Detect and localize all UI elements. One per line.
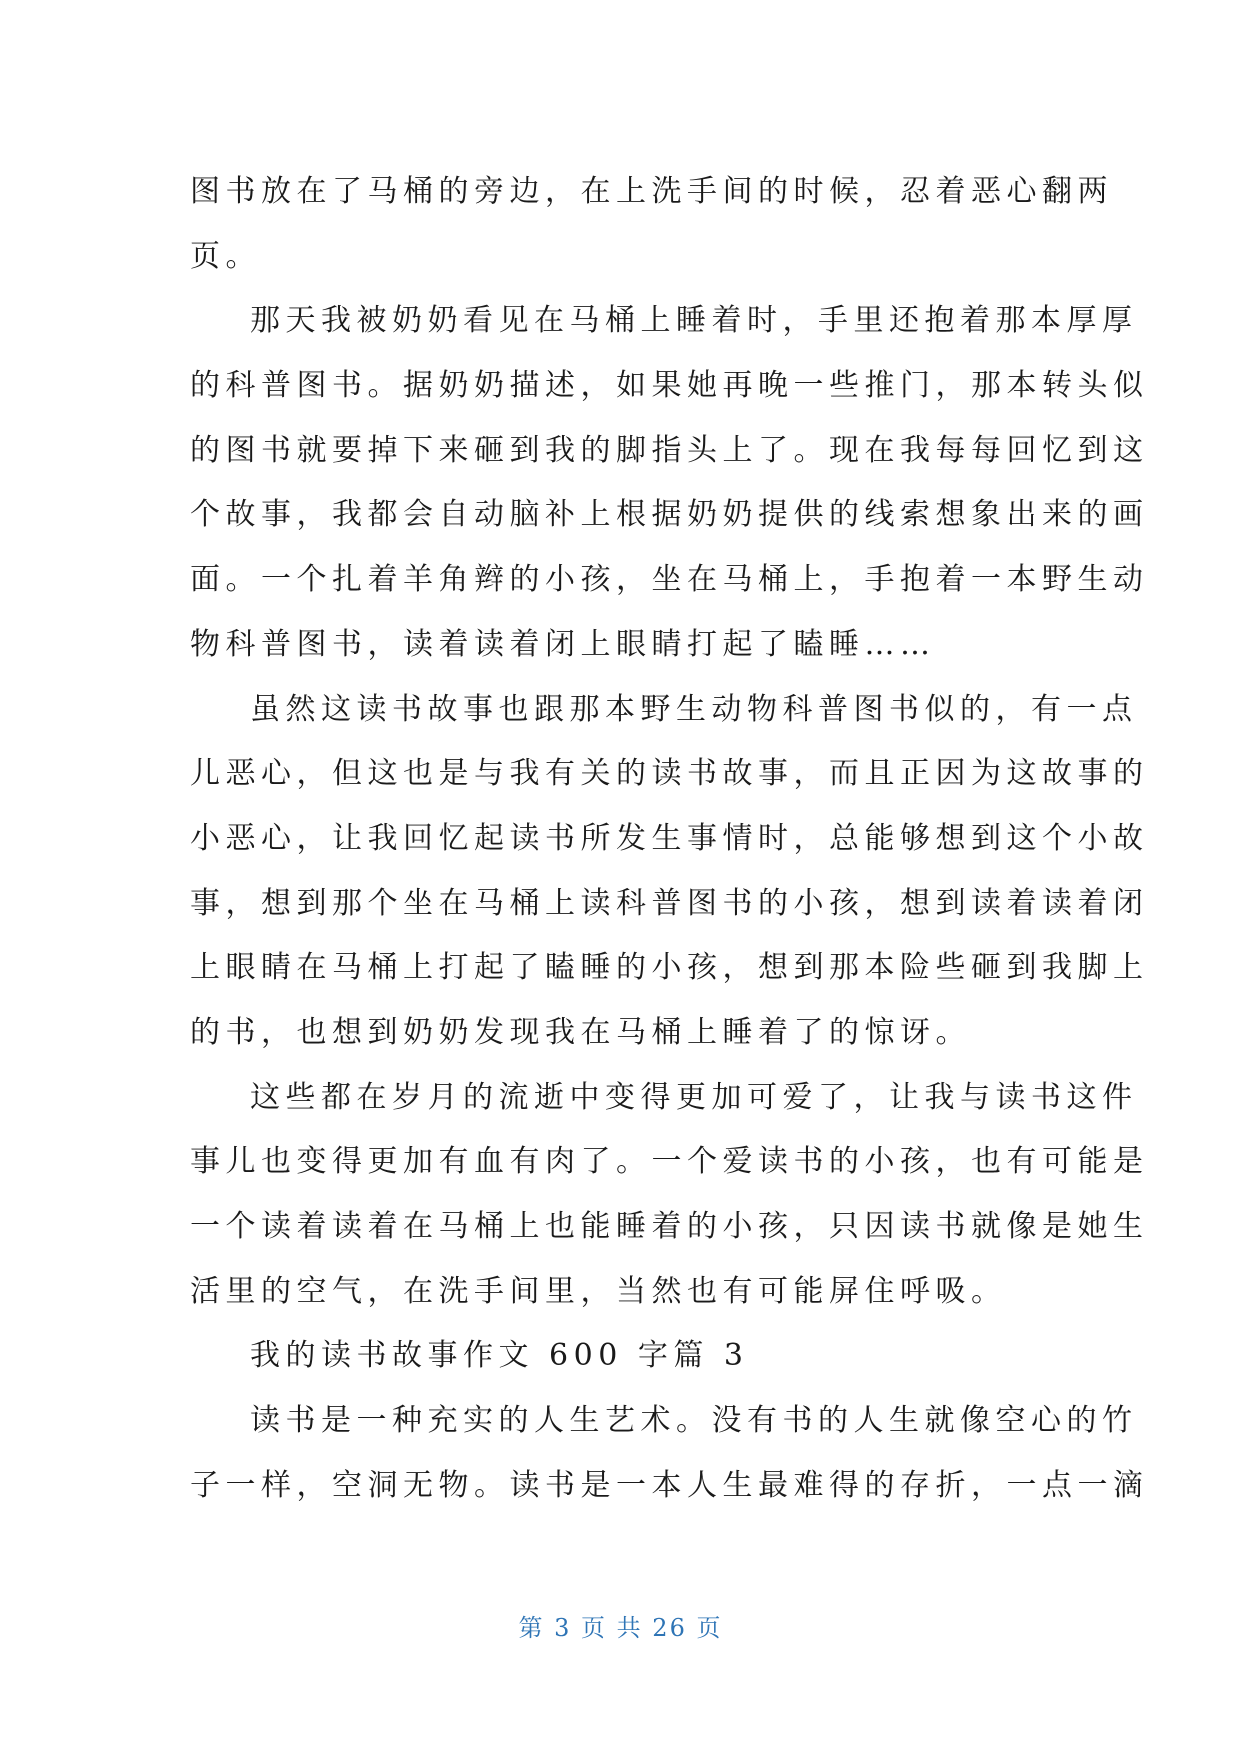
- page-number-footer: 第 3 页 共 26 页: [518, 1614, 723, 1642]
- document-body: [190, 160, 1149, 1518]
- text-line: 页。: [190, 238, 261, 274]
- text-line: 的科普图书。据奶奶描述，如果她再晚一些推门，那本转头似: [190, 368, 1149, 404]
- text-line: 这些都在岁月的流逝中变得更加可爱了，让我与读书这件: [250, 1079, 1138, 1115]
- text-line: 事儿也变得更加有血有肉了。一个爱读书的小孩，也有可能是: [190, 1144, 1149, 1180]
- text-line: 子一样，空洞无物。读书是一本人生最难得的存折，一点一滴: [190, 1467, 1149, 1503]
- text-line: 面。一个扎着羊角辫的小孩，坐在马桶上，手抱着一本野生动: [190, 562, 1149, 598]
- text-line: 虽然这读书故事也跟那本野生动物科普图书似的，有一点: [250, 691, 1138, 727]
- text-line: 个故事，我都会自动脑补上根据奶奶提供的线索想象出来的画: [190, 497, 1149, 533]
- text-line: 活里的空气，在洗手间里，当然也有可能屏住呼吸。: [190, 1273, 1007, 1309]
- text-line: 读书是一种充实的人生艺术。没有书的人生就像空心的竹: [250, 1403, 1138, 1439]
- text-line: 物科普图书，读着读着闭上眼睛打起了瞌睡……: [190, 626, 936, 662]
- text-line: 上眼睛在马桶上打起了瞌睡的小孩，想到那本险些砸到我脚上: [190, 950, 1149, 986]
- section-heading: 我的读书故事作文 600 字篇 3: [250, 1338, 749, 1374]
- text-line: 一个读着读着在马桶上也能睡着的小孩，只因读书就像是她生: [190, 1209, 1149, 1244]
- text-line: 事，想到那个坐在马桶上读科普图书的小孩，想到读着读着闭: [190, 885, 1149, 921]
- text-line: 儿恶心，但这也是与我有关的读书故事，而且正因为这故事的: [190, 756, 1149, 792]
- text-line: 的图书就要掉下来砸到我的脚指头上了。现在我每每回忆到这: [190, 432, 1149, 468]
- text-line: 图书放在了马桶的旁边，在上洗手间的时候，忍着恶心翻两: [190, 174, 1113, 209]
- text-line: 的书，也想到奶奶发现我在马桶上睡着了的惊讶。: [190, 1014, 971, 1050]
- text-line: 那天我被奶奶看见在马桶上睡着时，手里还抱着那本厚厚: [250, 303, 1138, 339]
- text-line: 小恶心，让我回忆起读书所发生事情时，总能够想到这个小故: [190, 820, 1149, 856]
